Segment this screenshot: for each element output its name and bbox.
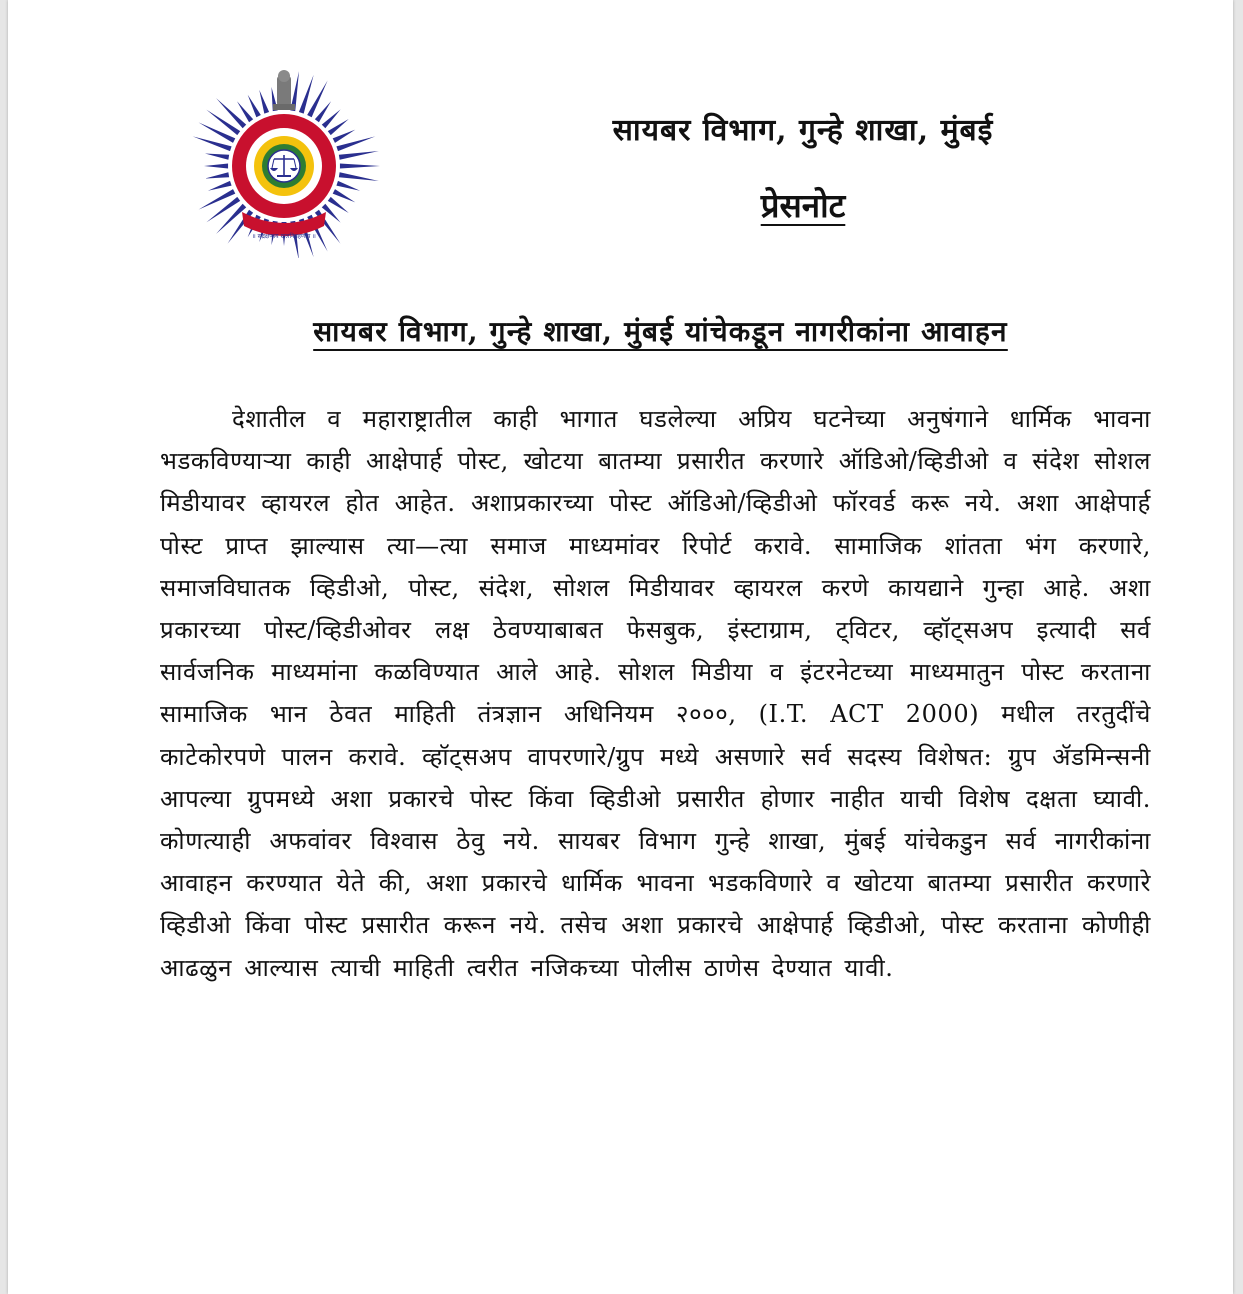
department-title: सायबर विभाग, गुन्हे शाखा, मुंबई xyxy=(612,113,994,148)
headline-text: सायबर विभाग, गुन्हे शाखा, मुंबई यांचेकडून नागरीकांना आवाहन xyxy=(313,315,1008,348)
badge-ray xyxy=(205,153,229,159)
badge-ray xyxy=(336,136,375,151)
mumbai-police-logo xyxy=(184,62,384,258)
badge-ray xyxy=(340,163,380,168)
badge-ray xyxy=(206,197,240,223)
badge-ray xyxy=(339,172,379,181)
badge-ray xyxy=(216,98,246,128)
badge-ray xyxy=(333,189,356,202)
badge-ray xyxy=(336,181,360,191)
badge-ray xyxy=(315,101,331,122)
badge-ray xyxy=(205,172,229,178)
badge-ray xyxy=(333,130,356,143)
badge-ray xyxy=(206,110,240,136)
badge-ray xyxy=(339,151,379,160)
badge-ray xyxy=(208,181,232,191)
headline xyxy=(158,312,1163,350)
badge-ray xyxy=(216,204,246,234)
logo-motto: ॥ सद्रक्षणाय खलनिग्रहणाय ॥ xyxy=(252,233,316,240)
badge-ray xyxy=(328,197,349,213)
body-paragraph: देशातील व महाराष्ट्रातील काही भागात घडलेल्या अप्रिय घटनेच्या अनुषंगाने धार्मिक भावना भडकविण्याऱ्या काही आक्षेपार्ह पोस्ट, खोटया बातम्या प्रसारीत करणारे ऑडिओ/व्हिडीओ व संदेश सोशल मिडीयावर व्हायरल होत आहेत. अशाप्रकारच्या पोस्ट ऑडिओ/व्हिडीओ फॉरवर्ड करू नये. अशा आक्षेपार्ह पोस्ट प्राप्त झाल्यास त्या—त्या समाज माध्यमांवर रिपोर्ट करावे. सामाजिक शांतता भंग करणारे, समाजविघातक व्हिडीओ, पोस्ट, संदेश, सोशल मिडीयावर व्हायरल करणे कायद्याने गुन्हा आहे. अशा प्रकारच्या पोस्ट/व्हिडीओवर लक्ष ठेवण्याबाबत फेसबुक, इंस्टाग्राम, ट्विटर, व्हॉट्सअप इत्यादी सर्व सार्वजनिक माध्यमांना कळविण्यात आले आहे. सोशल मिडीया व इंटरनेटच्या माध्यमातुन पोस्ट करताना सामाजिक भान ठेवत माहिती तंत्रज्ञान अधिनियम २०००, (I.T. ACT 2000) मधील तरतुदींचे काटेकोरपणे पालन करावे. व्हॉट्सअप वापरणारे/ग्रुप मध्ये असणारे सर्व सदस्य विशेषत: ग्रुप ॲडमिन्सनी आपल्या ग्रुपमध्ये अशा प्रकारचे पोस्ट किंवा व्हिडीओ प्रसारीत होणार नाहीत याची विशेष दक्षता घ्यावी. कोणत्याही अफवांवर विश्वास ठेवु नये. सायबर विभाग गुन्हे शाखा, मुंबई यांचेकडुन सर्व नागरीकांना आवाहन करण्यात येते की, अशा प्रकारचे धार्मिक भावना भडकविणारे व खोटया बातम्या प्रसारीत करणारे व्हिडीओ किंवा पोस्ट प्रसारीत करून नये. तसेच अशा प्रकारचे आक्षेपार्ह व्हिडीओ, पोस्ट करताना कोणीही आढळुन आल्यास त्याची माहिती त्वरीत नजिकच्या पोलीस ठाणेस देण्यात यावी. xyxy=(160,405,1151,982)
badge-ray xyxy=(248,95,261,118)
press-note-label: प्रेसनोट xyxy=(760,186,846,225)
badge-ray xyxy=(204,163,228,168)
press-note-page xyxy=(8,0,1233,1294)
badge-ray xyxy=(299,75,314,114)
badge-ray xyxy=(328,119,349,135)
badge-ray xyxy=(193,136,232,151)
badge-ray xyxy=(259,90,269,114)
document-type-title xyxy=(568,182,1038,227)
emblem-icon xyxy=(273,70,295,110)
